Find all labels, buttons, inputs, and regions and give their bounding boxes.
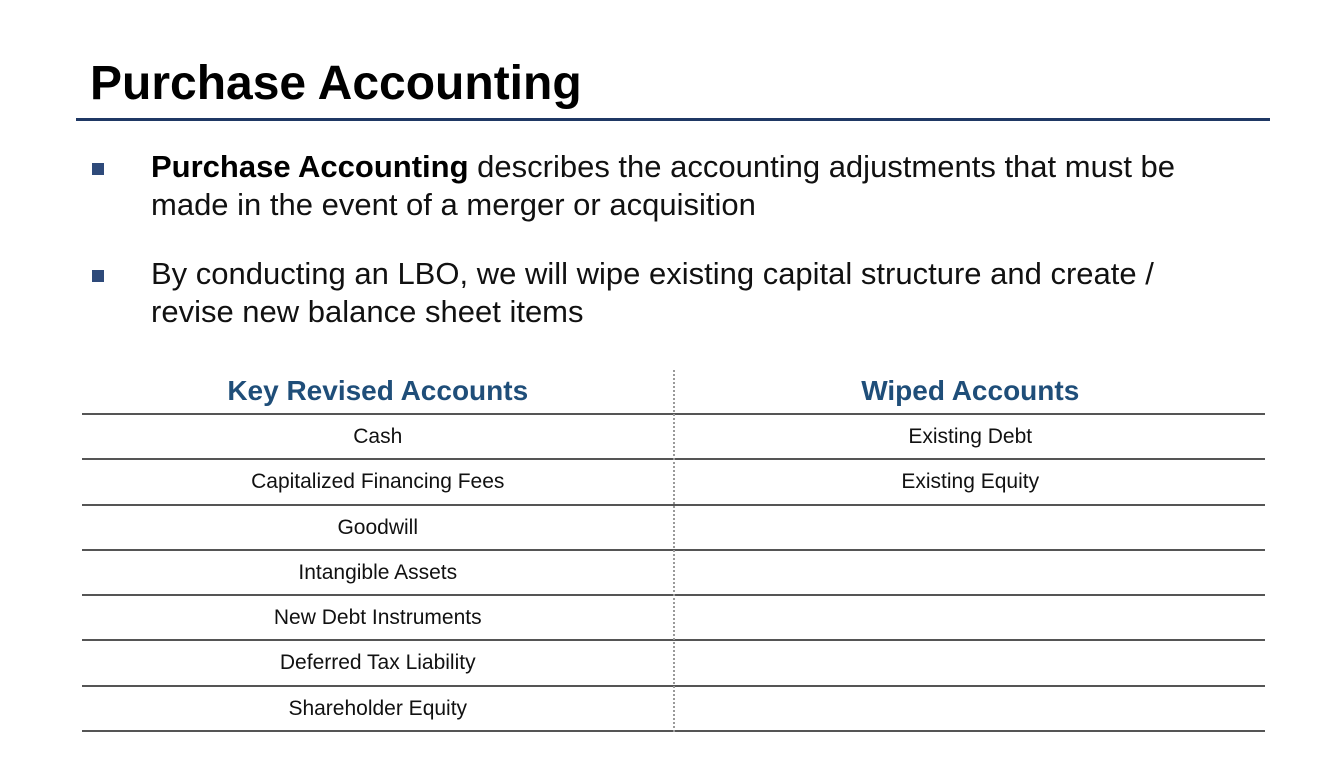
table-cell	[674, 551, 1266, 594]
table-cell: Capitalized Financing Fees	[251, 470, 505, 494]
bullet-text	[151, 148, 1221, 224]
table-cell: Goodwill	[337, 515, 419, 539]
square-bullet-icon	[92, 270, 104, 282]
header-wiped-accounts: Wiped Accounts	[861, 375, 1080, 406]
table-cell	[674, 506, 1266, 549]
slide-title: Purchase Accounting	[90, 57, 582, 110]
table-cell: Intangible Assets	[298, 560, 458, 584]
header-key-revised-accounts: Key Revised Accounts	[227, 375, 529, 406]
table-cell: Deferred Tax Liability	[279, 651, 476, 675]
bullet-text	[151, 255, 1221, 331]
table-cell	[674, 687, 1266, 730]
table-cell	[674, 641, 1266, 684]
table-cell: Existing Equity	[901, 470, 1040, 494]
bullet-bold-term: Purchase Accounting	[151, 149, 469, 184]
table-cell: Shareholder Equity	[288, 696, 468, 720]
table-cell: Cash	[353, 425, 403, 448]
square-bullet-icon	[92, 163, 104, 175]
bullet-body: describes the accounting adjustments that must be made in the event of a merger or acquisition	[151, 149, 1176, 222]
table-cell: New Debt Instruments	[273, 606, 482, 630]
bullet-body: By conducting an LBO, we will wipe existing capital structure and create / revise new balance sheet items	[151, 256, 1154, 329]
table-cell	[674, 596, 1266, 639]
title-underline	[76, 118, 1270, 121]
column-divider	[673, 370, 675, 732]
accounts-table	[82, 370, 1265, 732]
table-cell: Existing Debt	[908, 425, 1033, 448]
